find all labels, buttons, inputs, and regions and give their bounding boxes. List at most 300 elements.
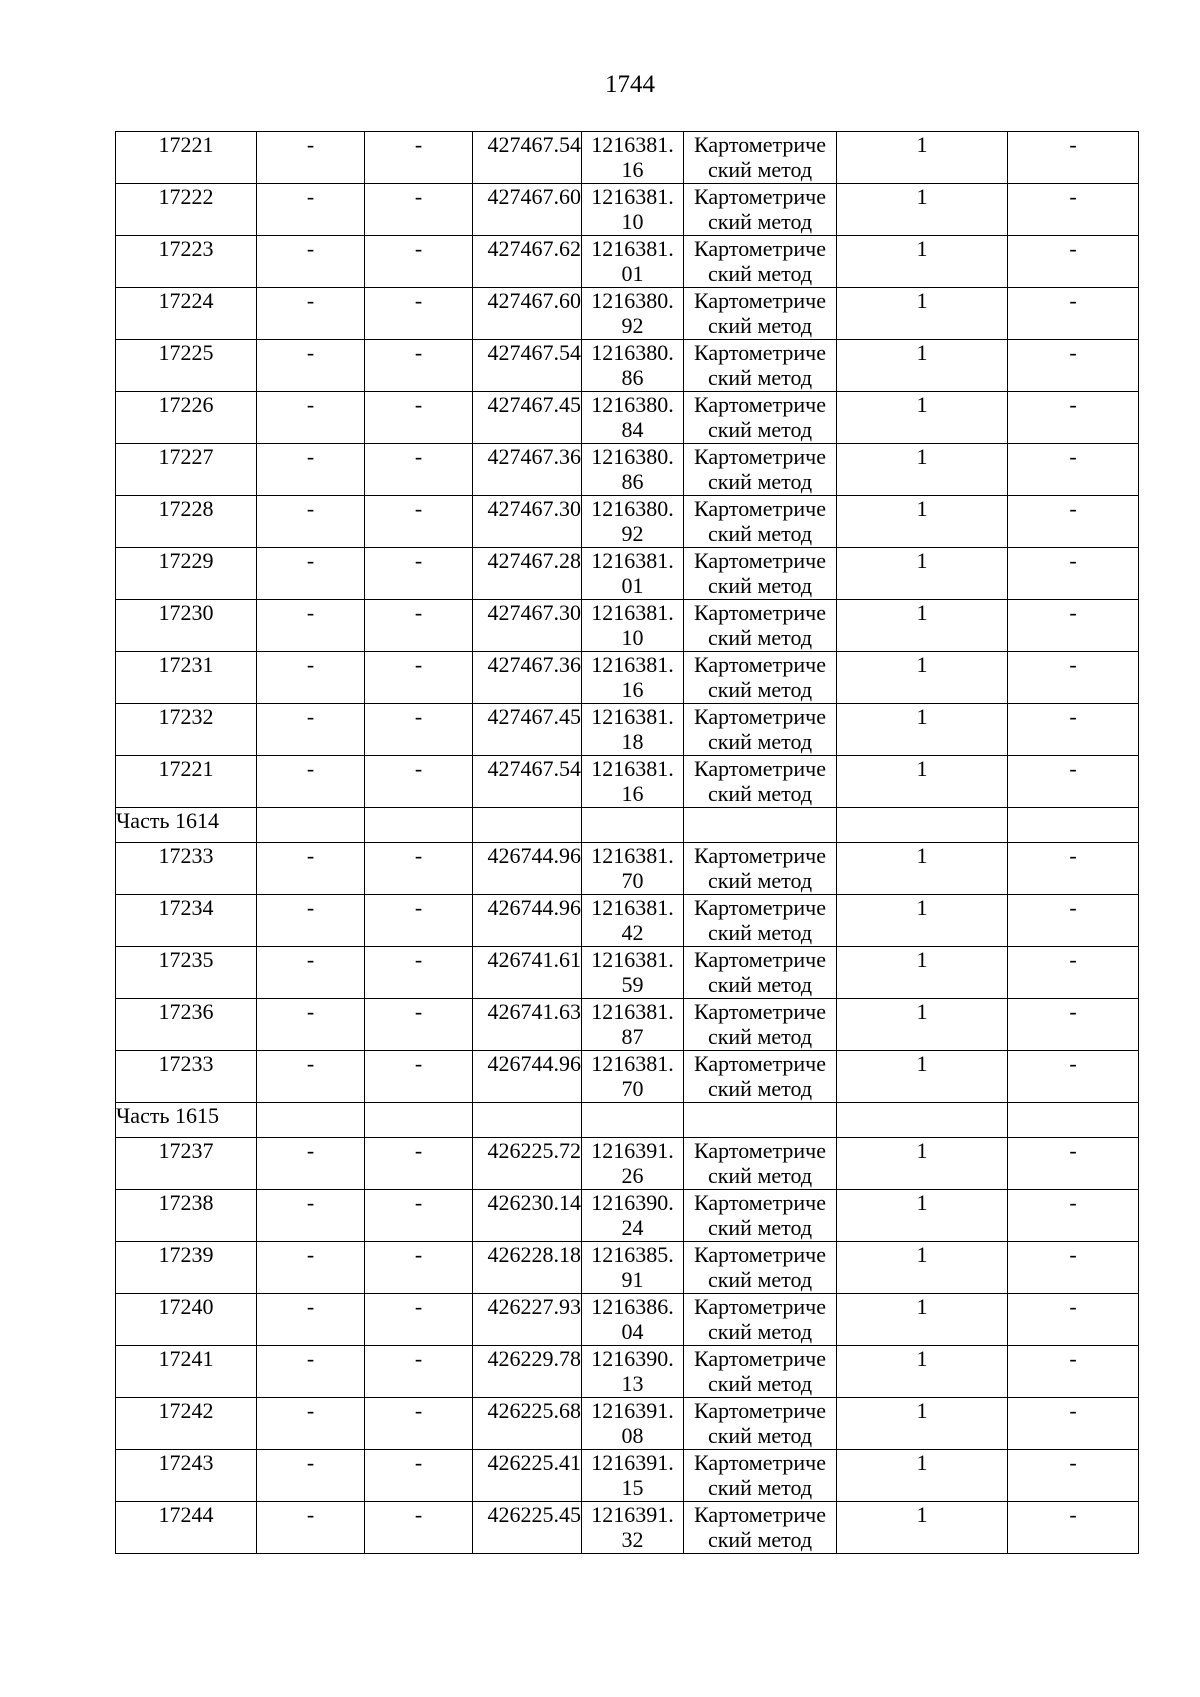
y-coordinate-part1: 1216381. [591,1051,674,1076]
description-value: - [1008,1190,1139,1242]
point-number: 17241 [116,1346,257,1398]
y-coordinate [582,1398,684,1450]
accuracy-value: 1 [837,496,1008,548]
method-line2: ский метод [707,868,813,893]
table-row [116,756,1139,808]
description-value: - [1008,444,1139,496]
table-row [116,340,1139,392]
method-cell [684,392,837,444]
method-line1: Картометриче [694,340,826,365]
method-line2: ский метод [707,972,813,997]
method-line1: Картометриче [694,392,826,417]
old-y-value: - [365,756,473,808]
method-cell [684,947,837,999]
table-row [116,1138,1139,1190]
description-value: - [1008,600,1139,652]
method-cell [684,340,837,392]
y-coordinate [582,999,684,1051]
description-value: - [1008,1138,1139,1190]
x-coordinate: 426225.72 [473,1138,582,1190]
method-line2: ский метод [707,313,813,338]
y-coordinate [582,548,684,600]
method-cell [684,1294,837,1346]
x-coordinate: 427467.45 [473,392,582,444]
old-x-value: - [257,1138,365,1190]
old-x-value: - [257,1346,365,1398]
point-number: 17224 [116,288,257,340]
old-x-value: - [257,652,365,704]
accuracy-value: 1 [837,1294,1008,1346]
method-line2: ский метод [707,1527,813,1552]
method-cell [684,1398,837,1450]
old-y-value: - [365,947,473,999]
old-x-value: - [257,184,365,236]
accuracy-value: 1 [837,444,1008,496]
part-label: Часть 1615 [116,1103,257,1138]
table-row [116,704,1139,756]
x-coordinate: 427467.36 [473,652,582,704]
old-y-value: - [365,999,473,1051]
y-coordinate [582,652,684,704]
method-line1: Картометриче [694,947,826,972]
description-value: - [1008,392,1139,444]
method-line1: Картометриче [694,496,826,521]
table-row [116,652,1139,704]
old-y-value: - [365,895,473,947]
part-header-row [116,1103,1139,1138]
method-line2: ский метод [707,1371,813,1396]
old-x-value: - [257,288,365,340]
table-row [116,600,1139,652]
method-cell [684,1242,837,1294]
y-coordinate-part2: 70 [621,868,644,893]
method-line2: ский метод [707,157,813,182]
old-x-value: - [257,548,365,600]
y-coordinate-part2: 59 [621,972,644,997]
point-number: 17227 [116,444,257,496]
old-y-value: - [365,548,473,600]
old-y-value: - [365,132,473,184]
y-coordinate-part1: 1216381. [591,548,674,573]
y-coordinate-part1: 1216380. [591,340,674,365]
table-row [116,1294,1139,1346]
empty-cell [684,808,837,843]
old-y-value: - [365,1138,473,1190]
method-line2: ский метод [707,521,813,546]
y-coordinate-part1: 1216381. [591,600,674,625]
old-y-value: - [365,340,473,392]
y-coordinate-part2: 24 [621,1215,644,1240]
y-coordinate-part1: 1216381. [591,843,674,868]
old-x-value: - [257,947,365,999]
method-line2: ский метод [707,677,813,702]
y-coordinate-part2: 10 [621,209,644,234]
description-value: - [1008,496,1139,548]
x-coordinate: 427467.62 [473,236,582,288]
empty-cell [473,1103,582,1138]
method-cell [684,1346,837,1398]
table-body [116,132,1139,1554]
method-line1: Картометриче [694,895,826,920]
description-value: - [1008,184,1139,236]
y-coordinate-part2: 91 [621,1267,644,1292]
y-coordinate [582,1346,684,1398]
y-coordinate-part2: 86 [621,469,644,494]
description-value: - [1008,340,1139,392]
old-y-value: - [365,1450,473,1502]
y-coordinate-part1: 1216380. [591,392,674,417]
method-cell [684,132,837,184]
method-cell [684,652,837,704]
table-row [116,1450,1139,1502]
method-cell [684,843,837,895]
accuracy-value: 1 [837,236,1008,288]
table-row [116,1242,1139,1294]
accuracy-value: 1 [837,600,1008,652]
old-y-value: - [365,236,473,288]
empty-cell [582,1103,684,1138]
method-line1: Картометриче [694,548,826,573]
accuracy-value: 1 [837,1450,1008,1502]
old-x-value: - [257,895,365,947]
table-row [116,1346,1139,1398]
old-y-value: - [365,1190,473,1242]
y-coordinate-part1: 1216386. [591,1294,674,1319]
x-coordinate: 426744.96 [473,1051,582,1103]
accuracy-value: 1 [837,1051,1008,1103]
x-coordinate: 426229.78 [473,1346,582,1398]
accuracy-value: 1 [837,288,1008,340]
method-cell [684,999,837,1051]
method-line1: Картометриче [694,1450,826,1475]
old-y-value: - [365,652,473,704]
old-x-value: - [257,1051,365,1103]
y-coordinate-part2: 13 [621,1371,644,1396]
description-value: - [1008,895,1139,947]
old-y-value: - [365,1242,473,1294]
method-line2: ский метод [707,1163,813,1188]
method-line1: Картометриче [694,184,826,209]
y-coordinate-part2: 01 [621,261,644,286]
point-number: 17244 [116,1502,257,1554]
description-value: - [1008,1502,1139,1554]
y-coordinate-part1: 1216381. [591,236,674,261]
old-y-value: - [365,184,473,236]
point-number: 17238 [116,1190,257,1242]
y-coordinate [582,600,684,652]
point-number: 17240 [116,1294,257,1346]
point-number: 17239 [116,1242,257,1294]
empty-cell [1008,1103,1139,1138]
y-coordinate-part2: 84 [621,417,644,442]
table-row [116,999,1139,1051]
method-line1: Картометриче [694,1190,826,1215]
y-coordinate [582,1138,684,1190]
table-row [116,1502,1139,1554]
method-cell [684,1138,837,1190]
empty-cell [257,808,365,843]
point-number: 17221 [116,132,257,184]
table-row [116,236,1139,288]
y-coordinate-part2: 70 [621,1076,644,1101]
x-coordinate: 426227.93 [473,1294,582,1346]
accuracy-value: 1 [837,1346,1008,1398]
y-coordinate [582,704,684,756]
old-y-value: - [365,392,473,444]
old-x-value: - [257,843,365,895]
method-line2: ский метод [707,1215,813,1240]
method-cell [684,895,837,947]
y-coordinate [582,1450,684,1502]
description-value: - [1008,132,1139,184]
y-coordinate [582,132,684,184]
accuracy-value: 1 [837,756,1008,808]
old-y-value: - [365,444,473,496]
method-line2: ский метод [707,1267,813,1292]
table-row [116,947,1139,999]
point-number: 17226 [116,392,257,444]
y-coordinate [582,756,684,808]
accuracy-value: 1 [837,184,1008,236]
description-value: - [1008,947,1139,999]
accuracy-value: 1 [837,1138,1008,1190]
y-coordinate [582,340,684,392]
method-cell [684,756,837,808]
description-value: - [1008,1450,1139,1502]
x-coordinate: 427467.45 [473,704,582,756]
y-coordinate-part2: 86 [621,365,644,390]
description-value: - [1008,548,1139,600]
x-coordinate: 426744.96 [473,843,582,895]
accuracy-value: 1 [837,843,1008,895]
y-coordinate-part2: 26 [621,1163,644,1188]
y-coordinate-part2: 16 [621,781,644,806]
old-x-value: - [257,496,365,548]
accuracy-value: 1 [837,704,1008,756]
x-coordinate: 427467.60 [473,184,582,236]
empty-cell [365,808,473,843]
x-coordinate: 426225.41 [473,1450,582,1502]
method-cell [684,236,837,288]
description-value: - [1008,288,1139,340]
point-number: 17229 [116,548,257,600]
y-coordinate-part2: 16 [621,157,644,182]
method-line1: Картометриче [694,999,826,1024]
empty-cell [1008,808,1139,843]
point-number: 17228 [116,496,257,548]
method-line1: Картометриче [694,1502,826,1527]
method-line2: ский метод [707,729,813,754]
method-line2: ский метод [707,920,813,945]
method-line2: ский метод [707,209,813,234]
point-number: 17233 [116,843,257,895]
old-y-value: - [365,1502,473,1554]
x-coordinate: 427467.54 [473,132,582,184]
method-cell [684,1502,837,1554]
table-row [116,184,1139,236]
old-x-value: - [257,132,365,184]
method-line1: Картометриче [694,1138,826,1163]
table-row [116,444,1139,496]
old-x-value: - [257,392,365,444]
x-coordinate: 426225.68 [473,1398,582,1450]
old-x-value: - [257,236,365,288]
accuracy-value: 1 [837,548,1008,600]
point-number: 17242 [116,1398,257,1450]
old-y-value: - [365,1294,473,1346]
method-line2: ский метод [707,365,813,390]
method-line2: ский метод [707,781,813,806]
empty-cell [582,808,684,843]
method-line1: Картометриче [694,704,826,729]
method-cell [684,1450,837,1502]
method-line2: ский метод [707,573,813,598]
empty-cell [257,1103,365,1138]
old-x-value: - [257,444,365,496]
part-label: Часть 1614 [116,808,257,843]
table-row [116,288,1139,340]
x-coordinate: 426230.14 [473,1190,582,1242]
method-line1: Картометриче [694,444,826,469]
accuracy-value: 1 [837,999,1008,1051]
x-coordinate: 427467.30 [473,600,582,652]
y-coordinate-part1: 1216381. [591,756,674,781]
old-x-value: - [257,1502,365,1554]
y-coordinate [582,843,684,895]
old-y-value: - [365,600,473,652]
method-cell [684,600,837,652]
y-coordinate-part2: 15 [621,1475,644,1500]
y-coordinate-part1: 1216391. [591,1138,674,1163]
method-line1: Картометриче [694,1242,826,1267]
table-row [116,392,1139,444]
y-coordinate-part2: 01 [621,573,644,598]
accuracy-value: 1 [837,1502,1008,1554]
y-coordinate [582,184,684,236]
y-coordinate [582,288,684,340]
coordinates-table [115,131,1139,1554]
old-y-value: - [365,1346,473,1398]
y-coordinate-part1: 1216380. [591,444,674,469]
y-coordinate-part2: 04 [621,1319,644,1344]
y-coordinate-part1: 1216381. [591,132,674,157]
point-number: 17230 [116,600,257,652]
description-value: - [1008,1294,1139,1346]
x-coordinate: 427467.60 [473,288,582,340]
y-coordinate-part2: 16 [621,677,644,702]
method-cell [684,184,837,236]
y-coordinate-part1: 1216390. [591,1190,674,1215]
y-coordinate-part2: 92 [621,521,644,546]
y-coordinate-part2: 87 [621,1024,644,1049]
x-coordinate: 427467.30 [473,496,582,548]
old-y-value: - [365,496,473,548]
old-x-value: - [257,999,365,1051]
method-line1: Картометриче [694,288,826,313]
y-coordinate-part1: 1216391. [591,1398,674,1423]
accuracy-value: 1 [837,1242,1008,1294]
x-coordinate: 427467.54 [473,340,582,392]
x-coordinate: 427467.28 [473,548,582,600]
y-coordinate [582,236,684,288]
point-number: 17237 [116,1138,257,1190]
description-value: - [1008,1346,1139,1398]
x-coordinate: 427467.54 [473,756,582,808]
old-x-value: - [257,1294,365,1346]
y-coordinate-part1: 1216380. [591,288,674,313]
method-line2: ский метод [707,1024,813,1049]
method-line2: ский метод [707,1076,813,1101]
y-coordinate-part1: 1216390. [591,1346,674,1371]
method-line2: ский метод [707,417,813,442]
table-row [116,895,1139,947]
method-cell [684,1051,837,1103]
accuracy-value: 1 [837,947,1008,999]
table-row [116,132,1139,184]
point-number: 17233 [116,1051,257,1103]
table-row [116,548,1139,600]
y-coordinate-part2: 18 [621,729,644,754]
y-coordinate-part2: 08 [621,1423,644,1448]
y-coordinate [582,1502,684,1554]
point-number: 17222 [116,184,257,236]
point-number: 17221 [116,756,257,808]
accuracy-value: 1 [837,895,1008,947]
method-line1: Картометриче [694,1051,826,1076]
old-x-value: - [257,1398,365,1450]
point-number: 17223 [116,236,257,288]
table-row [116,1190,1139,1242]
y-coordinate-part1: 1216381. [591,652,674,677]
x-coordinate: 426228.18 [473,1242,582,1294]
y-coordinate [582,947,684,999]
method-line2: ский метод [707,1423,813,1448]
description-value: - [1008,652,1139,704]
point-number: 17232 [116,704,257,756]
point-number: 17225 [116,340,257,392]
method-line1: Картометриче [694,1294,826,1319]
method-line1: Картометриче [694,1346,826,1371]
point-number: 17231 [116,652,257,704]
old-y-value: - [365,843,473,895]
method-cell [684,704,837,756]
accuracy-value: 1 [837,1398,1008,1450]
description-value: - [1008,843,1139,895]
old-x-value: - [257,1450,365,1502]
method-line1: Картометриче [694,756,826,781]
old-x-value: - [257,340,365,392]
old-y-value: - [365,704,473,756]
y-coordinate-part1: 1216381. [591,895,674,920]
description-value: - [1008,236,1139,288]
x-coordinate: 426741.61 [473,947,582,999]
y-coordinate [582,1190,684,1242]
y-coordinate [582,392,684,444]
point-number: 17243 [116,1450,257,1502]
table-row [116,496,1139,548]
description-value: - [1008,1398,1139,1450]
old-x-value: - [257,704,365,756]
table-row [116,1398,1139,1450]
method-line2: ский метод [707,469,813,494]
x-coordinate: 426744.96 [473,895,582,947]
y-coordinate [582,444,684,496]
accuracy-value: 1 [837,392,1008,444]
y-coordinate-part1: 1216381. [591,704,674,729]
accuracy-value: 1 [837,340,1008,392]
point-number: 17234 [116,895,257,947]
table-row [116,1051,1139,1103]
